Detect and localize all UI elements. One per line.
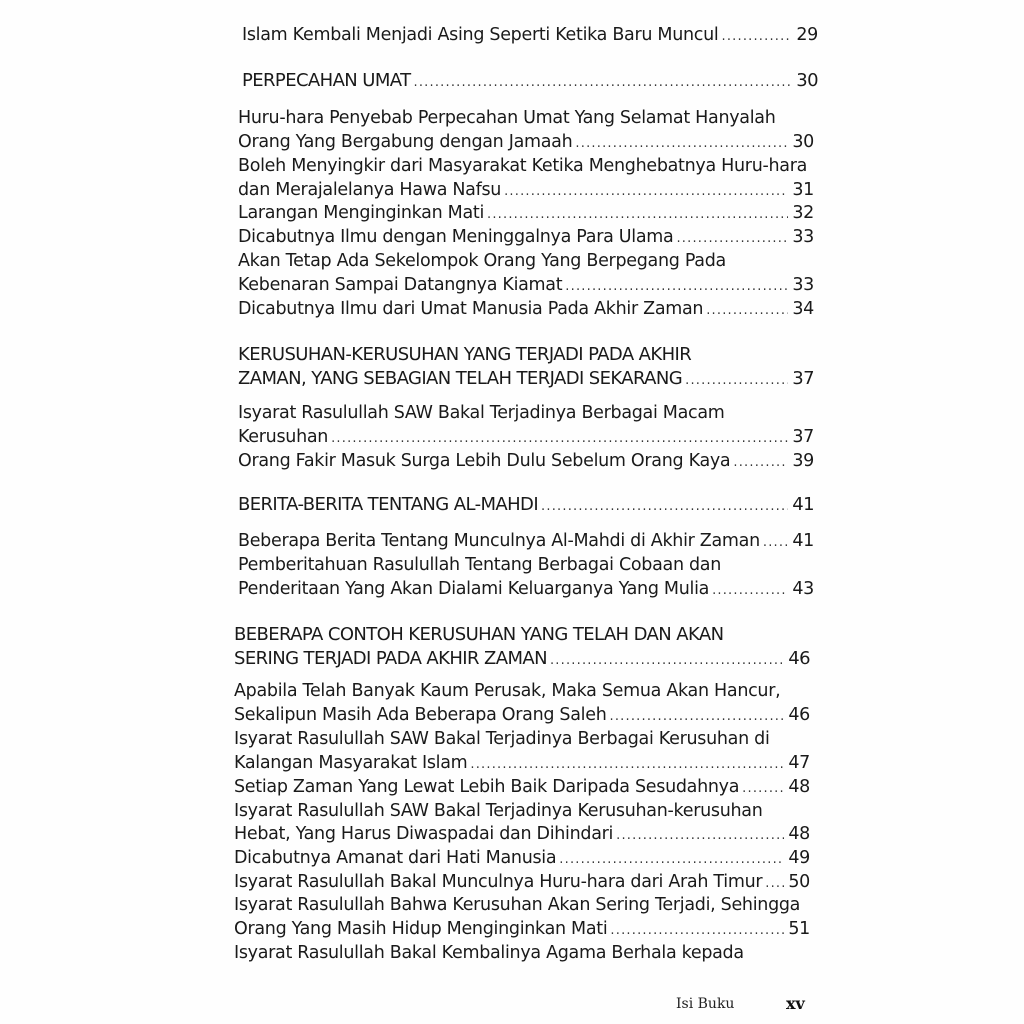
toc-entry-title: dan Merajalelanya Hawa Nafsu <box>238 180 502 200</box>
toc-entry <box>234 918 810 942</box>
toc-entry-title: Penderitaan Yang Akan Dialami Keluarganya Yang Mulia <box>238 579 710 599</box>
toc-entry-title: Beberapa Berita Tentang Munculnya Al-Mahdi di Akhir Zaman <box>238 531 760 551</box>
toc-entry-title: Pemberitahuan Rasulullah Tentang Berbagai Cobaan dan <box>238 555 722 575</box>
toc-entry-title: Orang Yang Bergabung dengan Jamaah <box>238 132 573 152</box>
toc-page-number: 33 <box>792 227 814 247</box>
toc-page-number: 46 <box>788 648 810 669</box>
toc-entry-title: BERITA-BERITA TENTANG AL-MAHDI <box>238 494 539 515</box>
dot-leader <box>487 204 788 226</box>
running-footer-label: Isi Buku <box>676 996 735 1012</box>
dot-leader <box>685 370 788 392</box>
toc-entry <box>234 894 810 916</box>
toc-entry <box>234 871 810 895</box>
dot-leader <box>742 778 784 800</box>
toc-page-number: 48 <box>788 777 810 797</box>
toc-entry-title: Dicabutnya Ilmu dari Umat Manusia Pada Akhir Zaman <box>238 299 704 319</box>
dot-leader <box>575 133 788 155</box>
toc-page-number: 32 <box>792 203 814 223</box>
toc-page-number: 50 <box>788 872 810 892</box>
dot-leader <box>733 452 788 474</box>
toc-entry-title: Kalangan Masyarakat Islam <box>234 753 468 773</box>
toc-entry <box>238 202 814 226</box>
toc-page-number: 41 <box>792 494 814 515</box>
toc-section-heading <box>234 648 810 672</box>
toc-entry-title: PERPECAHAN UMAT <box>242 70 411 91</box>
toc-section-heading <box>234 624 810 646</box>
toc-entry <box>238 226 814 250</box>
toc-entry <box>234 680 810 702</box>
toc-page-number: 41 <box>792 531 814 551</box>
toc-section-heading <box>242 70 818 94</box>
toc-page-number: 51 <box>788 919 810 939</box>
toc-page-number: 43 <box>792 579 814 599</box>
toc-entry <box>234 800 810 822</box>
dot-leader <box>676 228 788 250</box>
dot-leader <box>610 920 784 942</box>
toc-entry-title: Isyarat Rasulullah Bakal Munculnya Huru-hara dari Arah Timur <box>234 872 763 892</box>
toc-entry-title: Isyarat Rasulullah SAW Bakal Terjadinya Kerusuhan-kerusuhan <box>234 801 763 821</box>
toc-entry-title: Apabila Telah Banyak Kaum Perusak, Maka Semua Akan Hancur, <box>234 681 781 701</box>
toc-entry-title: Boleh Menyingkir dari Masyarakat Ketika Menghebatnya Huru-hara <box>238 156 808 176</box>
toc-entry <box>238 131 814 155</box>
toc-page-number: 49 <box>788 848 810 868</box>
toc-entry <box>238 274 814 298</box>
toc-page-number: 30 <box>792 132 814 152</box>
toc-page-number: 29 <box>796 25 818 45</box>
dot-leader <box>765 873 784 895</box>
toc-entry-title: Orang Yang Masih Hidup Menginginkan Mati <box>234 919 608 939</box>
toc-entry <box>234 776 810 800</box>
toc-entry <box>238 298 814 322</box>
toc-page-number: 37 <box>792 368 814 389</box>
dot-leader <box>721 26 792 48</box>
toc-entry-title: Setiap Zaman Yang Lewat Lebih Baik Daripada Sesudahnya <box>234 777 740 797</box>
dot-leader <box>706 300 788 322</box>
toc-entry <box>234 752 810 776</box>
toc-entry <box>242 24 818 48</box>
toc-entry-title: Isyarat Rasulullah Bahwa Kerusuhan Akan Sering Terjadi, Sehingga <box>234 895 801 915</box>
dot-leader <box>610 706 785 728</box>
dot-leader <box>331 428 788 450</box>
toc-entry-title: Orang Fakir Masuk Surga Lebih Dulu Sebelum Orang Kaya <box>238 451 731 471</box>
toc-entry <box>234 942 810 964</box>
toc-entry-title: Kerusuhan <box>238 427 329 447</box>
toc-entry <box>238 155 814 177</box>
toc-page-number: 37 <box>792 427 814 447</box>
toc-entry-title: KERUSUHAN-KERUSUHAN YANG TERJADI PADA AKHIR <box>238 344 692 365</box>
dot-leader <box>565 276 788 298</box>
toc-page-number: 33 <box>792 275 814 295</box>
toc-entry-title: Akan Tetap Ada Sekelompok Orang Yang Berpegang Pada <box>238 251 726 271</box>
toc-entry <box>238 554 814 576</box>
toc-entry <box>238 450 814 474</box>
toc-entry <box>234 704 810 728</box>
toc-entry-title: Kebenaran Sampai Datangnya Kiamat <box>238 275 563 295</box>
toc-entry-title: Isyarat Rasulullah Bakal Kembalinya Agama Berhala kepada <box>234 943 744 963</box>
toc-entry-title: SERING TERJADI PADA AKHIR ZAMAN <box>234 648 547 669</box>
toc-entry-title: Dicabutnya Amanat dari Hati Manusia <box>234 848 557 868</box>
dot-leader <box>616 825 784 847</box>
toc-entry-title: Sekalipun Masih Ada Beberapa Orang Saleh <box>234 705 607 725</box>
toc-entry-title: ZAMAN, YANG SEBAGIAN TELAH TERJADI SEKARANG <box>238 368 683 389</box>
toc-entry <box>238 107 814 129</box>
toc-entry-title: Hebat, Yang Harus Diwaspadai dan Dihindari <box>234 824 614 844</box>
toc-page-number: 48 <box>788 824 810 844</box>
dot-leader <box>541 496 788 518</box>
toc-page-number: 46 <box>788 705 810 725</box>
toc-page-number: 34 <box>792 299 814 319</box>
toc-page-number: 39 <box>792 451 814 471</box>
dot-leader <box>470 754 784 776</box>
toc-entry-title: Dicabutnya Ilmu dengan Meninggalnya Para Ulama <box>238 227 674 247</box>
toc-entry <box>234 823 810 847</box>
toc-page-number: 47 <box>788 753 810 773</box>
toc-entry-title: Isyarat Rasulullah SAW Bakal Terjadinya Berbagai Macam <box>238 403 725 423</box>
dot-leader <box>504 181 788 203</box>
toc-entry-title: Islam Kembali Menjadi Asing Seperti Ketika Baru Muncul <box>242 25 719 45</box>
toc-page-number: 30 <box>796 70 818 91</box>
toc-entry <box>238 179 814 203</box>
toc-entry <box>234 728 810 750</box>
toc-section-heading <box>238 368 814 392</box>
toc-entry <box>238 578 814 602</box>
toc-entry-title: Huru-hara Penyebab Perpecahan Umat Yang Selamat Hanyalah <box>238 108 776 128</box>
toc-page-number: 31 <box>792 180 814 200</box>
toc-entry <box>234 847 810 871</box>
dot-leader <box>414 72 793 94</box>
toc-entry-title: Isyarat Rasulullah SAW Bakal Terjadinya Berbagai Kerusuhan di <box>234 729 770 749</box>
dot-leader <box>550 650 784 672</box>
dot-leader <box>712 580 788 602</box>
dot-leader <box>763 532 788 554</box>
toc-section-heading <box>238 494 814 518</box>
toc-section-heading <box>238 344 814 366</box>
dot-leader <box>559 849 784 871</box>
toc-entry-title: Larangan Menginginkan Mati <box>238 203 485 223</box>
toc-entry <box>238 530 814 554</box>
toc-entry-title: BEBERAPA CONTOH KERUSUHAN YANG TELAH DAN AKAN <box>234 624 724 645</box>
toc-entry <box>238 426 814 450</box>
page-number: xv <box>786 994 805 1013</box>
toc-entry <box>238 250 814 272</box>
toc-entry <box>238 402 814 424</box>
